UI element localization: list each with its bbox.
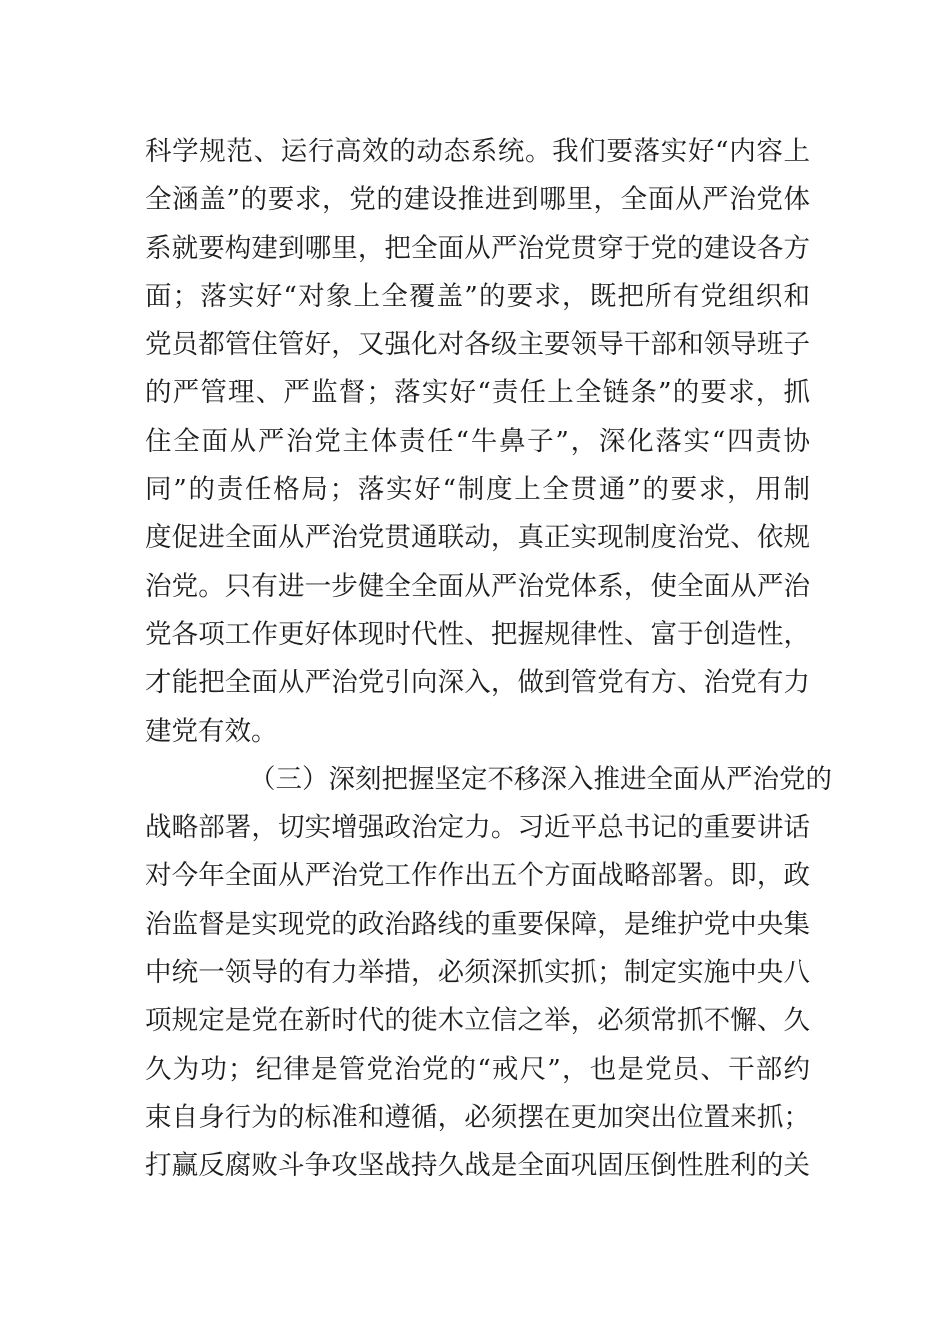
text-line: 党员都管住管好，又强化对各级主要领导干部和领导班子 xyxy=(145,329,810,361)
text-line: 治监督是实现党的政治路线的重要保障，是维护党中央集 xyxy=(145,908,810,940)
text-line: 同”的责任格局；落实好“制度上全贯通”的要求，用制 xyxy=(145,474,810,506)
paragraph-continued xyxy=(145,128,810,756)
text-line: 建党有效。 xyxy=(145,715,278,747)
text-line: 系就要构建到哪里，把全面从严治党贯穿于党的建设各方 xyxy=(145,232,810,264)
text-line: 久为功；纪律是管党治党的“戒尺”，也是党员、干部约 xyxy=(145,1053,810,1085)
text-line: 的严管理、严监督；落实好“责任上全链条”的要求，抓 xyxy=(145,377,810,409)
text-line: 打赢反腐败斗争攻坚战持久战是全面巩固压倒性胜利的关 xyxy=(145,1150,810,1182)
text-line: 科学规范、运行高效的动态系统。我们要落实好“内容上 xyxy=(145,136,810,167)
text-line: 治党。只有进一步健全全面从严治党体系，使全面从严治 xyxy=(145,570,810,602)
text-line: 对今年全面从严治党工作作出五个方面战略部署。即，政 xyxy=(145,860,810,892)
text-line: 面；落实好“对象上全覆盖”的要求，既把所有党组织和 xyxy=(145,280,810,312)
paragraph-three xyxy=(145,756,832,1191)
text-line: 党各项工作更好体现时代性、把握规律性、富于创造性， xyxy=(145,618,810,650)
text-line: 中统一领导的有力举措，必须深抓实抓；制定实施中央八 xyxy=(145,957,810,989)
text-line: 才能把全面从严治党引向深入，做到管党有方、治党有力 xyxy=(145,667,810,699)
text-line: 战略部署，切实增强政治定力。习近平总书记的重要讲话 xyxy=(145,812,810,844)
text-line: 住全面从严治党主体责任“牛鼻子”，深化落实“四责协 xyxy=(145,425,810,457)
text-line: 全涵盖”的要求，党的建设推进到哪里，全面从严治党体 xyxy=(145,184,810,216)
text-line: 度促进全面从严治党贯通联动，真正实现制度治党、依规 xyxy=(145,522,810,554)
text-line: 项规定是党在新时代的徙木立信之举，必须常抓不懈、久 xyxy=(145,1005,810,1037)
text-line: 束自身行为的标准和遵循，必须摆在更加突出位置来抓； xyxy=(145,1101,810,1133)
section-heading-line: （三）深刻把握坚定不移深入推进全面从严治党的 xyxy=(249,763,832,795)
document-body xyxy=(145,128,832,1191)
